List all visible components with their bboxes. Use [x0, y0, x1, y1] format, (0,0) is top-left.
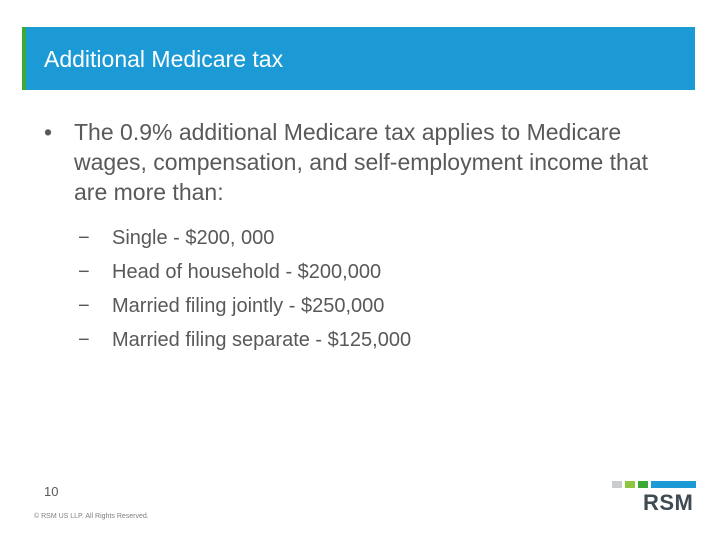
- sub-bullet-text: Head of household - $200,000: [112, 261, 382, 283]
- rsm-logo: [612, 481, 696, 517]
- logo-wordmark: RSM: [643, 490, 694, 515]
- bullet-marker: •: [44, 119, 53, 145]
- main-bullet: [44, 117, 664, 207]
- sub-bullet-text: Single - $200, 000: [112, 227, 275, 249]
- title-accent-stripe: [22, 27, 26, 90]
- logo-bar-blue: [651, 481, 696, 488]
- page-number: 10: [44, 484, 59, 499]
- dash-marker: −: [78, 227, 90, 249]
- dash-marker: −: [78, 295, 90, 317]
- copyright-notice: © RSM US LLP. All Rights Reserved.: [34, 513, 149, 520]
- logo-square-green: [638, 481, 648, 488]
- sub-bullet-text: Married filing jointly - $250,000: [112, 295, 385, 317]
- main-bullet-text: The 0.9% additional Medicare tax applies to Medicare wages, compensation, and self-employment income that are more than:: [74, 119, 649, 205]
- sub-bullet-text: Married filing separate - $125,000: [112, 329, 412, 351]
- slide-title: Additional Medicare tax: [44, 46, 284, 72]
- dash-marker: −: [78, 329, 90, 351]
- dash-marker: −: [78, 261, 90, 283]
- logo-square-gray: [612, 481, 622, 488]
- logo-square-lightgreen: [625, 481, 635, 488]
